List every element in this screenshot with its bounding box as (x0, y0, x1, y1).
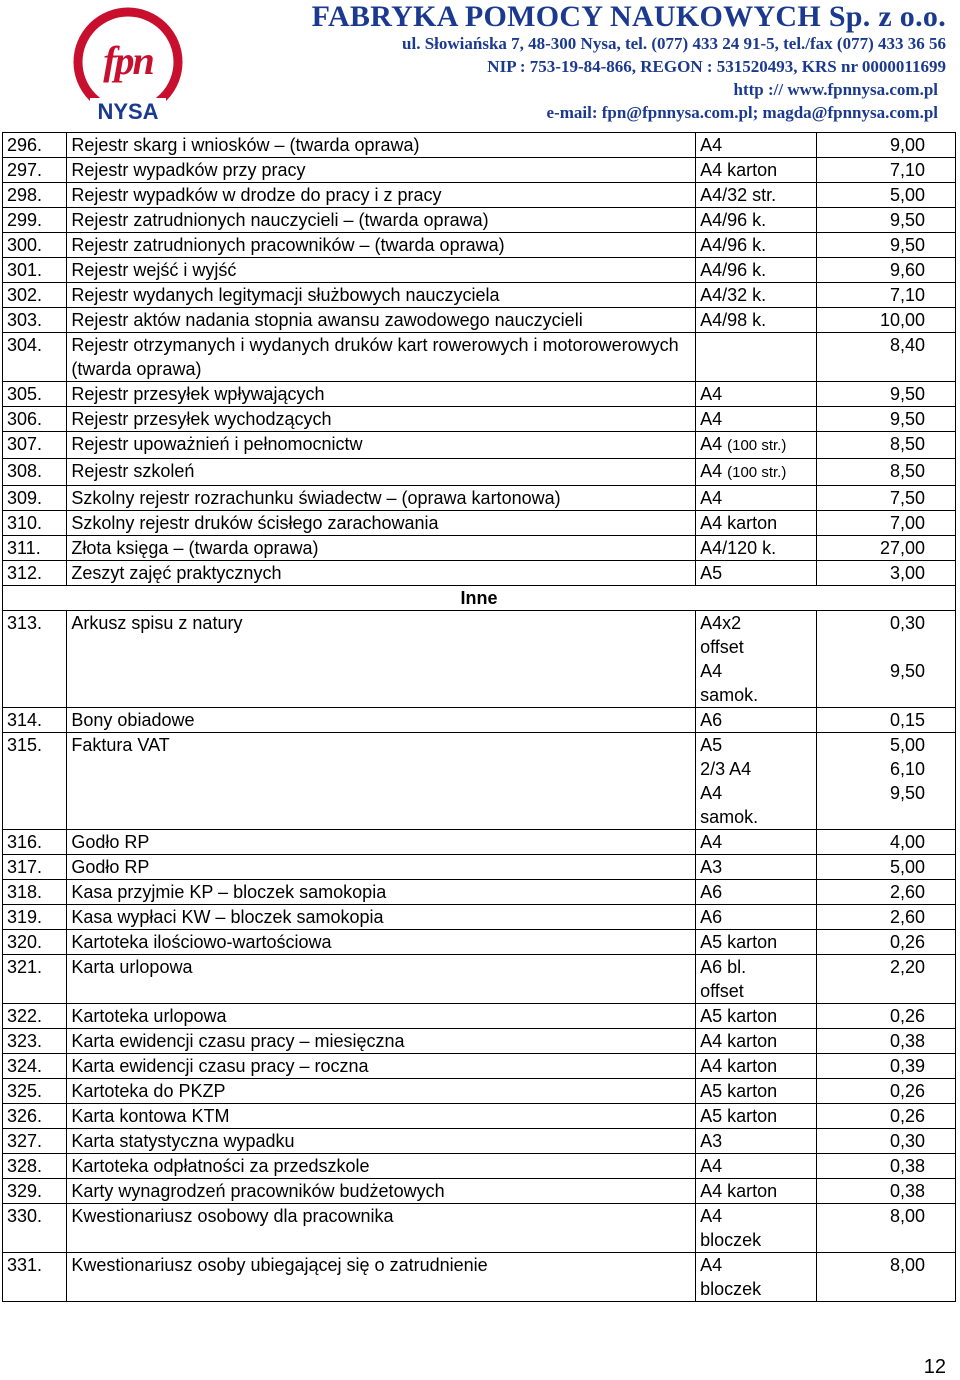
format-value: A4/120 k. (700, 538, 777, 558)
table-row (3, 258, 956, 283)
company-email[interactable]: e-mail: fpn@fpnnysa.com.pl; magda@fpnnysa.com.pl (546, 103, 938, 122)
item-price: 0,26 (816, 1004, 955, 1029)
format-value: A4 karton (700, 1031, 778, 1051)
company-ids: NIP : 753-19-84-866, REGON : 531520493, KRS nr 0000011699 (487, 57, 946, 76)
table-row (3, 158, 956, 183)
item-price: 0,38 (816, 1154, 955, 1179)
item-format (696, 158, 817, 183)
format-value: A5 karton (700, 1081, 778, 1101)
item-format (696, 930, 817, 955)
item-name: Zeszyt zajęć praktycznych (67, 561, 696, 586)
item-price: 8,50 (816, 432, 955, 459)
format-value: A4 (700, 488, 723, 508)
item-name: Kwestionariusz osobowy dla pracownika (67, 1204, 696, 1253)
item-price: 7,10 (816, 158, 955, 183)
item-number: 320. (3, 930, 67, 955)
format-value: A4 (700, 461, 723, 481)
format-value: A4 (700, 384, 723, 404)
company-address: ul. Słowiańska 7, 48-300 Nysa, tel. (077) 433 24 91-5, tel./fax (077) 433 36 56 (402, 34, 946, 53)
item-format (696, 133, 817, 158)
item-price: 8,50 (816, 459, 955, 486)
table-row (3, 459, 956, 486)
item-name: Rejestr wydanych legitymacji służbowych nauczyciela (67, 283, 696, 308)
format-line: A4 (700, 1255, 723, 1275)
table-row (3, 880, 956, 905)
item-name: Rejestr zatrudnionych nauczycieli – (twarda oprawa) (67, 208, 696, 233)
item-price (816, 1204, 955, 1253)
item-format (696, 183, 817, 208)
item-name: Rejestr wypadków w drodze do pracy i z pracy (67, 183, 696, 208)
format-value: A4 (700, 135, 723, 155)
format-line: A5 (700, 735, 723, 755)
item-name: Karta ewidencji czasu pracy – miesięczna (67, 1029, 696, 1054)
item-format (696, 382, 817, 407)
item-number: 312. (3, 561, 67, 586)
item-format (696, 880, 817, 905)
format-note: (100 str.) (727, 464, 787, 481)
item-number: 311. (3, 536, 67, 561)
item-format (696, 708, 817, 733)
format-line: A6 bl. (700, 957, 747, 977)
item-price: 9,50 (816, 407, 955, 432)
item-format (696, 1029, 817, 1054)
item-price: 10,00 (816, 308, 955, 333)
item-number: 308. (3, 459, 67, 486)
item-format (696, 208, 817, 233)
price-line: 8,00 (889, 1255, 925, 1275)
item-format (696, 407, 817, 432)
table-row (3, 208, 956, 233)
item-format (696, 511, 817, 536)
item-format (696, 233, 817, 258)
format-value: A6 (700, 710, 723, 730)
format-value: A4 karton (700, 513, 778, 533)
item-price (816, 611, 955, 708)
table-row (3, 407, 956, 432)
item-number: 325. (3, 1079, 67, 1104)
price-line: 0,30 (889, 613, 925, 633)
price-line: 9,50 (889, 661, 925, 681)
product-table (2, 132, 956, 1302)
item-format (696, 1253, 817, 1302)
format-value: A4 (700, 832, 723, 852)
item-price: 9,00 (816, 133, 955, 158)
table-row (3, 1253, 956, 1302)
table-row (3, 333, 956, 382)
item-name: Rejestr wejść i wyjść (67, 258, 696, 283)
item-price: 8,40 (816, 333, 955, 382)
item-name: Rejestr szkoleń (67, 459, 696, 486)
format-value: A3 (700, 1131, 723, 1151)
item-format (696, 905, 817, 930)
item-price: 7,10 (816, 283, 955, 308)
item-name: Rejestr zatrudnionych pracowników – (twarda oprawa) (67, 233, 696, 258)
item-number: 324. (3, 1054, 67, 1079)
item-number: 322. (3, 1004, 67, 1029)
item-price (816, 1253, 955, 1302)
format-value: A5 karton (700, 932, 778, 952)
item-format (696, 561, 817, 586)
format-line: A4x2 (700, 613, 742, 633)
format-value: A4 (700, 1156, 723, 1176)
item-format (696, 459, 817, 486)
table-row (3, 1104, 956, 1129)
table-row (3, 1204, 956, 1253)
item-name: Rejestr upoważnień i pełnomocnictw (67, 432, 696, 459)
table-row (3, 183, 956, 208)
table-row (3, 1029, 956, 1054)
format-value: A4 (700, 409, 723, 429)
item-number: 310. (3, 511, 67, 536)
item-price: 9,60 (816, 258, 955, 283)
table-row (3, 1129, 956, 1154)
table-row (3, 733, 956, 830)
item-number: 331. (3, 1253, 67, 1302)
table-row (3, 486, 956, 511)
table-row (3, 855, 956, 880)
format-line: A4 (700, 661, 723, 681)
item-name: Rejestr aktów nadania stopnia awansu zawodowego nauczycieli (67, 308, 696, 333)
item-price: 7,50 (816, 486, 955, 511)
format-value: A6 (700, 882, 723, 902)
item-name: Godło RP (67, 855, 696, 880)
table-row (3, 511, 956, 536)
item-price: 3,00 (816, 561, 955, 586)
item-name: Kartoteka odpłatności za przedszkole (67, 1154, 696, 1179)
item-number: 319. (3, 905, 67, 930)
table-row (3, 233, 956, 258)
item-name: Kwestionariusz osoby ubiegającej się o zatrudnienie (67, 1253, 696, 1302)
item-name: Rejestr skarg i wniosków – (twarda oprawa) (67, 133, 696, 158)
item-name: Kartoteka urlopowa (67, 1004, 696, 1029)
format-line: offset (700, 637, 744, 657)
item-format (696, 486, 817, 511)
item-price: 4,00 (816, 830, 955, 855)
item-number: 327. (3, 1129, 67, 1154)
item-number: 309. (3, 486, 67, 511)
company-logo (72, 6, 184, 128)
item-name: Rejestr otrzymanych i wydanych druków kart rowerowych i motorowerowych (twarda oprawa) (67, 333, 696, 382)
price-line: 6,10 (889, 759, 925, 779)
item-format (696, 1129, 817, 1154)
item-number: 302. (3, 283, 67, 308)
table-row (3, 955, 956, 1004)
table-row (3, 308, 956, 333)
item-number: 313. (3, 611, 67, 708)
table-row (3, 1054, 956, 1079)
item-name: Faktura VAT (67, 733, 696, 830)
price-line: 2,20 (889, 957, 925, 977)
table-row (3, 432, 956, 459)
format-line: 2/3 A4 (700, 759, 752, 779)
item-format (696, 432, 817, 459)
item-name: Rejestr wypadków przy pracy (67, 158, 696, 183)
format-value: A4 karton (700, 1056, 778, 1076)
table-row (3, 1179, 956, 1204)
item-number: 328. (3, 1154, 67, 1179)
item-price: 0,15 (816, 708, 955, 733)
item-price: 0,26 (816, 1079, 955, 1104)
item-number: 306. (3, 407, 67, 432)
format-value: A4/98 k. (700, 310, 767, 330)
format-value: A5 karton (700, 1106, 778, 1126)
table-row (3, 905, 956, 930)
format-value: A4/32 str. (700, 185, 777, 205)
item-name: Kasa wypłaci KW – bloczek samokopia (67, 905, 696, 930)
item-format (696, 1054, 817, 1079)
item-name: Złota księga – (twarda oprawa) (67, 536, 696, 561)
item-format (696, 283, 817, 308)
item-number: 298. (3, 183, 67, 208)
item-name: Kasa przyjmie KP – bloczek samokopia (67, 880, 696, 905)
item-number: 330. (3, 1204, 67, 1253)
format-value: A5 (700, 563, 723, 583)
format-line: bloczek (700, 1230, 762, 1250)
item-format (696, 333, 817, 382)
item-format (696, 611, 817, 708)
item-price (816, 955, 955, 1004)
price-line (821, 683, 925, 707)
format-value: A6 (700, 907, 723, 927)
format-value: A4/96 k. (700, 210, 767, 230)
item-number: 326. (3, 1104, 67, 1129)
item-number: 318. (3, 880, 67, 905)
page-number: 12 (923, 1356, 946, 1378)
section-header-row (3, 586, 956, 611)
item-number: 307. (3, 432, 67, 459)
item-number: 300. (3, 233, 67, 258)
table-row (3, 930, 956, 955)
item-price: 5,00 (816, 855, 955, 880)
logo-letters: fpn (103, 38, 153, 83)
item-number: 305. (3, 382, 67, 407)
price-line (821, 635, 925, 659)
item-name: Karta ewidencji czasu pracy – roczna (67, 1054, 696, 1079)
format-line: samok. (700, 685, 759, 705)
price-line (821, 979, 925, 1003)
format-value: A4/96 k. (700, 235, 767, 255)
item-price (816, 733, 955, 830)
price-line: 8,00 (889, 1206, 925, 1226)
format-value: A4 karton (700, 1181, 778, 1201)
format-note: (100 str.) (727, 437, 787, 454)
company-website[interactable]: http :// www.fpnnysa.com.pl (733, 80, 938, 99)
item-price: 0,38 (816, 1179, 955, 1204)
item-price: 9,50 (816, 208, 955, 233)
item-number: 323. (3, 1029, 67, 1054)
item-format (696, 830, 817, 855)
section-title: Inne (3, 586, 956, 611)
item-number: 317. (3, 855, 67, 880)
item-name: Rejestr przesyłek wpływających (67, 382, 696, 407)
item-name: Szkolny rejestr rozrachunku świadectw – (oprawa kartonowa) (67, 486, 696, 511)
item-price: 2,60 (816, 880, 955, 905)
item-format (696, 1154, 817, 1179)
item-name: Godło RP (67, 830, 696, 855)
item-name: Bony obiadowe (67, 708, 696, 733)
item-format (696, 258, 817, 283)
format-value: A4/32 k. (700, 285, 767, 305)
item-number: 314. (3, 708, 67, 733)
item-name: Karty wynagrodzeń pracowników budżetowych (67, 1179, 696, 1204)
item-price: 9,50 (816, 382, 955, 407)
format-line: bloczek (700, 1279, 762, 1299)
table-row (3, 283, 956, 308)
price-line: 9,50 (889, 783, 925, 803)
item-format (696, 855, 817, 880)
item-number: 303. (3, 308, 67, 333)
format-value: A4 karton (700, 160, 778, 180)
logo-city: NYSA (97, 99, 159, 124)
item-number: 299. (3, 208, 67, 233)
item-number: 329. (3, 1179, 67, 1204)
item-number: 315. (3, 733, 67, 830)
table-row (3, 611, 956, 708)
format-line: A4 (700, 1206, 723, 1226)
item-price: 27,00 (816, 536, 955, 561)
item-number: 316. (3, 830, 67, 855)
item-name: Karta urlopowa (67, 955, 696, 1004)
item-number: 296. (3, 133, 67, 158)
item-name: Karta kontowa KTM (67, 1104, 696, 1129)
item-name: Karta statystyczna wypadku (67, 1129, 696, 1154)
format-value: A5 karton (700, 1006, 778, 1026)
table-row (3, 1004, 956, 1029)
format-value: A4 (700, 434, 723, 454)
table-row (3, 708, 956, 733)
item-price: 0,38 (816, 1029, 955, 1054)
table-row (3, 536, 956, 561)
item-format (696, 1104, 817, 1129)
table-row (3, 1079, 956, 1104)
item-name: Kartoteka ilościowo-wartościowa (67, 930, 696, 955)
format-value: A3 (700, 857, 723, 877)
item-number: 304. (3, 333, 67, 382)
table-row (3, 830, 956, 855)
table-row (3, 382, 956, 407)
format-line: A4 (700, 783, 723, 803)
item-price: 0,39 (816, 1054, 955, 1079)
format-line: offset (700, 981, 744, 1001)
company-details (312, 2, 946, 124)
letterhead (0, 0, 960, 128)
item-price: 2,60 (816, 905, 955, 930)
item-name: Szkolny rejestr druków ścisłego zarachowania (67, 511, 696, 536)
item-format (696, 536, 817, 561)
price-line: 5,00 (889, 735, 925, 755)
item-price: 7,00 (816, 511, 955, 536)
item-number: 321. (3, 955, 67, 1004)
item-price: 0,30 (816, 1129, 955, 1154)
price-line (821, 805, 925, 829)
table-row (3, 561, 956, 586)
item-format (696, 1004, 817, 1029)
format-value: A4/96 k. (700, 260, 767, 280)
item-number: 301. (3, 258, 67, 283)
item-name: Rejestr przesyłek wychodzących (67, 407, 696, 432)
price-line (821, 1277, 925, 1301)
item-format (696, 1204, 817, 1253)
item-price: 0,26 (816, 930, 955, 955)
table-row (3, 1154, 956, 1179)
item-name: Kartoteka do PKZP (67, 1079, 696, 1104)
item-format (696, 308, 817, 333)
price-line (821, 1228, 925, 1252)
item-format (696, 733, 817, 830)
item-format (696, 1079, 817, 1104)
item-number: 297. (3, 158, 67, 183)
item-format (696, 1179, 817, 1204)
item-price: 5,00 (816, 183, 955, 208)
format-line: samok. (700, 807, 759, 827)
table-row (3, 133, 956, 158)
item-price: 9,50 (816, 233, 955, 258)
company-name: FABRYKA POMOCY NAUKOWYCH Sp. z o.o. (311, 0, 946, 33)
item-price: 0,26 (816, 1104, 955, 1129)
item-format (696, 955, 817, 1004)
item-name: Arkusz spisu z natury (67, 611, 696, 708)
